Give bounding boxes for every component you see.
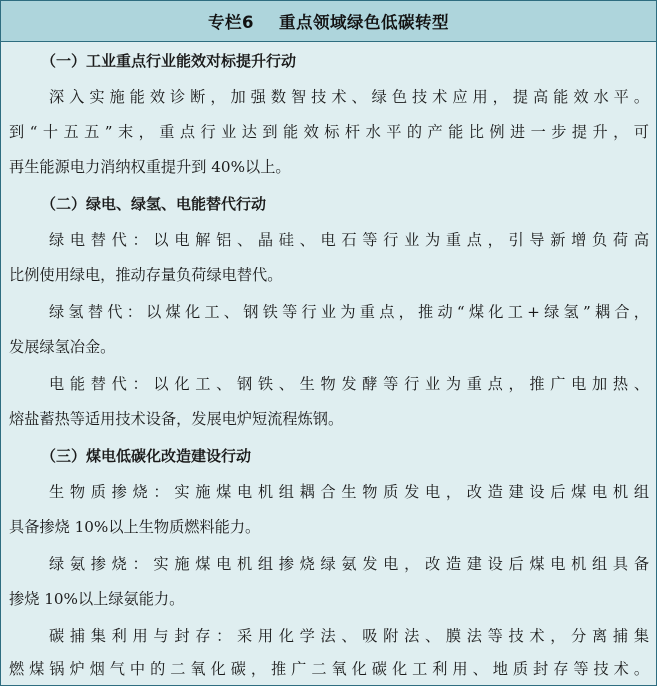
paragraph-line: 碳捕集利用与封存：采用化学法、吸附法、膜法等技术，分离捕集 (49, 627, 649, 645)
paragraph-line: 绿氨掺烧：实施煤电机组掺烧绿氨发电，改造建设后煤电机组具备 (49, 555, 649, 573)
paragraph-line: 电能替代：以化工、钢铁、生物发酵等行业为重点，推广电加热、 (49, 375, 649, 393)
paragraph-line: 绿氢替代：以煤化工、钢铁等行业为重点，推动“煤化工+绿氢”耦合， (49, 303, 649, 321)
paragraph-line: 再生能源电力消纳权重提升到 40%以上。 (9, 158, 291, 176)
paragraph-line: 熔盐蓄热等适用技术设备，发展电炉短流程炼钢。 (9, 410, 344, 428)
paragraph-line: 比例使用绿电，推动存量负荷绿电替代。 (9, 266, 283, 284)
paragraph-line: 绿电替代：以电解铝、晶硅、电石等行业为重点，引导新增负荷高 (49, 231, 649, 249)
section-heading-1: （一）工业重点行业能效对标提升行动 (41, 52, 297, 70)
paragraph-line: 到“十五五”末，重点行业达到能效标杆水平的产能比例进一步提升，可 (9, 123, 649, 141)
section-heading-3: （三）煤电低碳化改造建设行动 (41, 447, 252, 465)
box-header (1, 1, 656, 42)
paragraph-line: 深入实施能效诊断，加强数智技术、绿色技术应用，提高能效水平。 (49, 88, 649, 106)
paragraph-line: 燃煤锅炉烟气中的二氧化碳，推广二氧化碳化工利用、地质封存等技术。 (9, 660, 649, 678)
section-heading-2: （二）绿电、绿氢、电能替代行动 (41, 195, 267, 213)
paragraph-line: 掺烧 10%以上绿氨能力。 (9, 590, 185, 608)
box-body (1, 42, 656, 685)
paragraph-line: 具备掺烧 10%以上生物质燃料能力。 (9, 518, 261, 536)
box-title: 专栏6 重点领域绿色低碳转型 (208, 13, 449, 32)
paragraph-line: 发展绿氢冶金。 (9, 338, 116, 356)
paragraph-line: 生物质掺烧：实施煤电机组耦合生物质发电，改造建设后煤电机组 (49, 483, 649, 501)
